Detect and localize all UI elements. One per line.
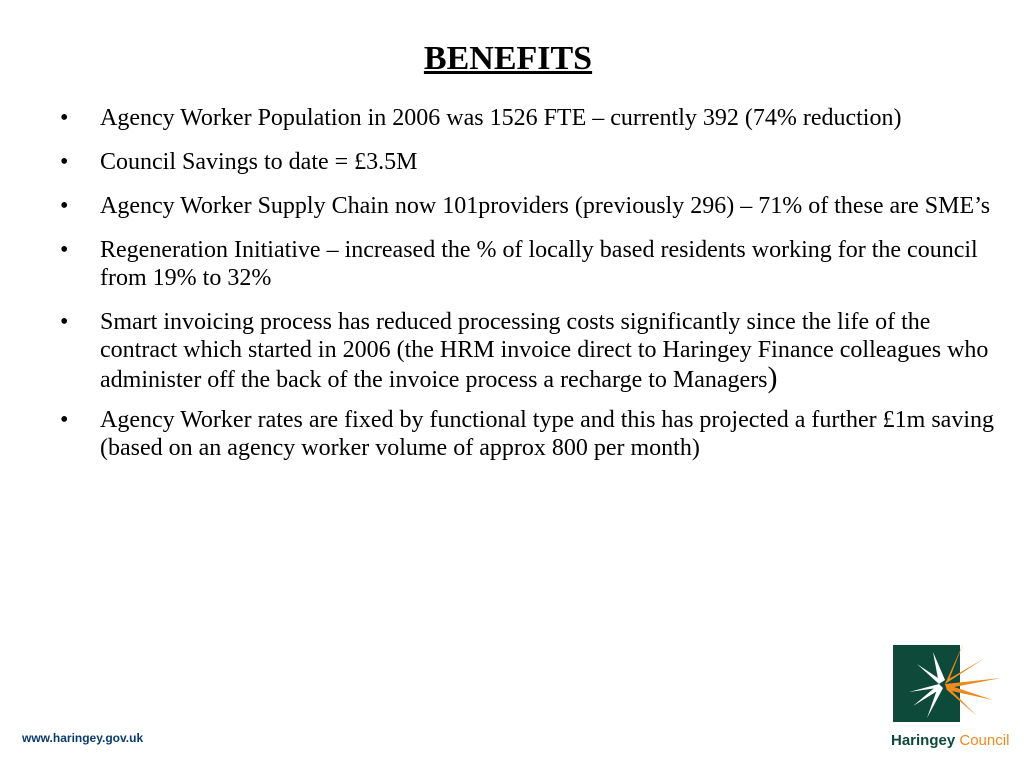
bullet-text: Council Savings to date = £3.5M xyxy=(100,149,418,175)
list-item xyxy=(0,192,1000,220)
bullet: • xyxy=(60,237,69,263)
footer-url: www.haringey.gov.uk xyxy=(22,731,144,745)
closing-paren: ) xyxy=(767,361,778,394)
logo-text-haringey: Haringey xyxy=(891,732,956,749)
slide-title: BENEFITS xyxy=(423,40,593,77)
bullet: • xyxy=(60,193,69,219)
list-item xyxy=(0,406,1000,462)
bullet-text: Agency Worker Supply Chain now 101providers (previously 296) – 71% of these are SME’s xyxy=(100,193,991,219)
bullet-text: Smart invoicing process has reduced processing costs significantly since the life of the contract which started in 2006 (the HRM invoice direct to Haringey Finance colleagues who administer off the back of the invoice process a recharge to Managers xyxy=(100,309,989,393)
bullet: • xyxy=(60,309,69,335)
logo-wordmark xyxy=(891,732,1009,749)
list-item xyxy=(0,308,1000,394)
bullet-text: Agency Worker rates are fixed by functional type and this has projected a further £1m saving (based on an agency worker volume of approx 800 per month) xyxy=(100,407,994,461)
bullet: • xyxy=(60,105,69,131)
haringey-logo-icon xyxy=(889,640,1009,730)
logo-text-council: Council xyxy=(959,732,1010,749)
list-item xyxy=(0,104,1000,132)
bullet-text: Agency Worker Population in 2006 was 1526 FTE – currently 392 (74% reduction) xyxy=(100,105,902,131)
bullet-text: Regeneration Initiative – increased the % of locally based residents working for the council from 19% to 32% xyxy=(100,237,978,291)
bullet: • xyxy=(60,149,69,175)
bullet: • xyxy=(60,407,69,433)
list-item xyxy=(0,148,1000,176)
list-item xyxy=(0,236,1000,292)
benefits-list xyxy=(0,104,1000,478)
